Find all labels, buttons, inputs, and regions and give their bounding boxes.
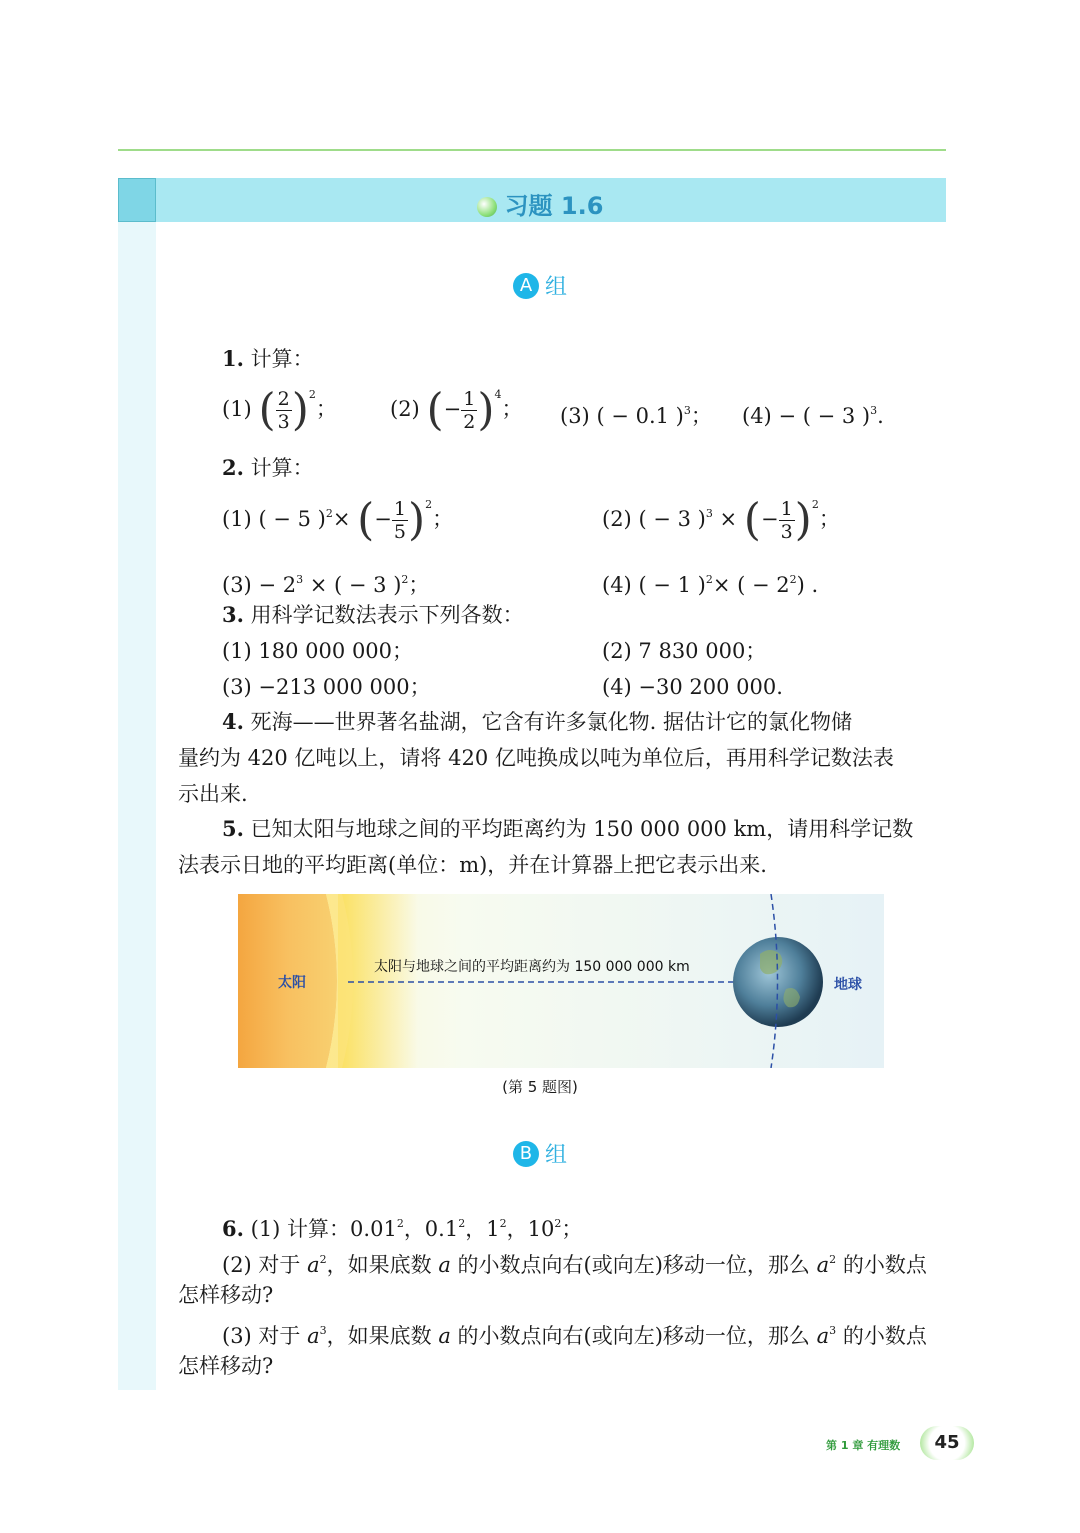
q3-item-4: (4) −30 200 000. [602,675,783,699]
earth-shape [733,937,823,1027]
q6-part-3: (3) 对于 $a^3$，如果底数 a 的小数点向右(或向左)移动一位，那么 $a^3$ 的小数点 [222,1324,927,1348]
sun-label: 太阳 [278,975,306,991]
group-a-badge: A [513,273,539,299]
q5-line-1: 5. 已知太阳与地球之间的平均距离约为 150 000 000 km，请用科学记数 [222,816,914,841]
q6-part-3-line-2: 怎样移动? [178,1354,274,1378]
q3-item-3: (3) −213 000 000； [222,675,431,699]
q6-part-1: 6. (1) 计算：0.01$^2$，$0.1^2$，$1^2$，$10^2$； [222,1216,583,1241]
q1-item-4: (4) − ( − 3 )$^3$. [742,404,884,428]
group-a-heading: A 组 [0,270,1080,301]
q5-line-2: 法表示日地的平均距离(单位：m)，并在计算器上把它表示出来. [178,853,767,877]
group-b-badge: B [513,1141,539,1167]
earth-label: 地球 [834,977,862,993]
q3-item-1: (1) 180 000 000； [222,639,414,663]
q2-item-2: (2) ( − 3 )$^3$ × (− $\frac{1}{3}$ )$^2$； [602,494,840,546]
globe-icon [477,197,497,217]
distance-label: 太阳与地球之间的平均距离约为 150 000 000 km [374,959,690,975]
group-b-heading: B 组 [0,1138,1080,1169]
q3-item-2: (2) 7 830 000； [602,639,767,663]
q2-item-1: (1) ( − 5 )$^2$× (− $\frac{1}{5}$ )$^2$； [222,494,454,546]
q6-part-2: (2) 对于 $a^2$，如果底数 a 的小数点向右(或向左)移动一位，那么 $a^2$ 的小数点 [222,1253,927,1277]
exercise-title: 习题 1.6 [390,186,690,221]
page-number: 45 [920,1426,974,1460]
left-margin-strip [118,178,156,1390]
sun-earth-diagram [238,894,884,1068]
q2-item-4: (4) ( − 1 )$^2$× ( − $2^2$) . [602,573,819,597]
q4-line-3: 示出来. [178,782,248,806]
sun-earth-figure [238,894,884,1068]
q4-line-2: 量约为 420 亿吨以上，请将 420 亿吨换成以吨为单位后，再用科学记数法表 [178,746,894,770]
q1-item-1: (1) ( $\frac{2}{3}$ )$^2$； [222,384,337,436]
top-divider [118,149,946,151]
figure-caption: (第 5 题图) [502,1078,578,1096]
chapter-footer: 第 1 章 有理数 [826,1439,901,1452]
q1-item-2: (2) (− $\frac{1}{2}$ )$^4$； [390,384,523,436]
header-corner-block [118,178,156,222]
q3-heading: 3. 用科学记数法表示下列各数： [222,602,524,627]
q1-item-3: (3) ( − 0.1 )$^3$； [560,404,712,428]
q1-heading: 1. 计算： [222,346,314,371]
q4-line-1: 4. 死海——世界著名盐湖，它含有许多氯化物. 据估计它的氯化物储 [222,709,852,734]
q6-part-2-line-2: 怎样移动? [178,1283,274,1307]
q2-heading: 2. 计算： [222,455,314,480]
q2-item-3: $(3) - 2^3$ × ( − 3 )$^2$； [222,573,430,597]
